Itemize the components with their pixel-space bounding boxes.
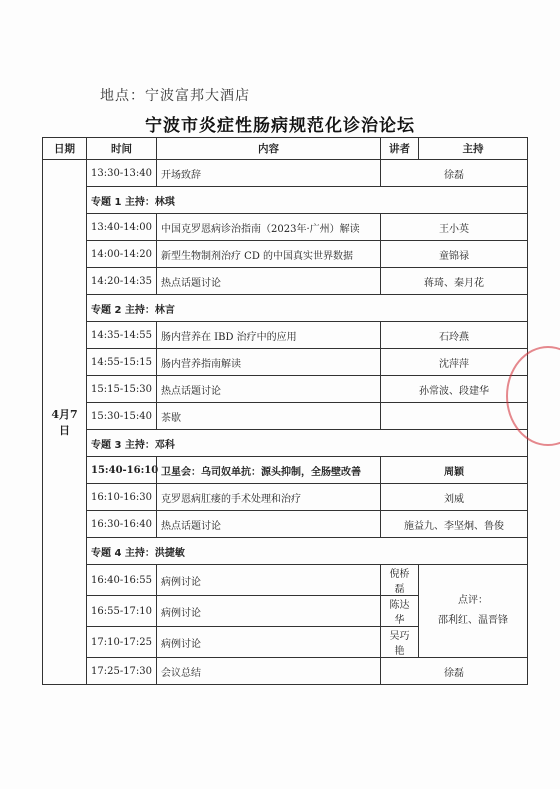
- col-speaker: 讲者: [381, 138, 419, 160]
- host-cell: 周颖: [381, 457, 528, 484]
- topic-cell: 中国克罗恩病诊治指南（2023年·广州）解读: [157, 214, 381, 241]
- topic-cell: 茶歇: [157, 403, 381, 430]
- col-time: 时间: [87, 138, 157, 160]
- session-row: [43, 538, 528, 565]
- time-cell: 14:55-15:15: [87, 349, 157, 376]
- table-row: [43, 658, 528, 685]
- topic-cell: 肠内营养在 IBD 治疗中的应用: [157, 322, 381, 349]
- time-cell: 15:40-16:10: [87, 457, 157, 484]
- host-cell: 王小英: [381, 214, 528, 241]
- table-row: [43, 565, 528, 596]
- time-cell: 16:10-16:30: [87, 484, 157, 511]
- host-cell: 徐磊: [381, 160, 528, 187]
- table-row: [43, 403, 528, 430]
- session-row: [43, 430, 528, 457]
- forum-title: 宁波市炎症性肠病规范化诊治论坛: [145, 116, 415, 136]
- topic-cell: 热点话题讨论: [157, 511, 381, 538]
- col-content: 内容: [157, 138, 381, 160]
- host-cell: 蒋琦、秦月花: [381, 268, 528, 295]
- session-heading: 专题 1 主持：林琪: [87, 187, 528, 214]
- host-cell: 施益九、李坚炯、鲁俊: [381, 511, 528, 538]
- time-cell: 14:35-14:55: [87, 322, 157, 349]
- time-cell: 17:25-17:30: [87, 658, 157, 685]
- topic-cell: 病例讨论: [157, 565, 381, 596]
- host-cell: 沈萍萍: [381, 349, 528, 376]
- host-cell: 童锦禄: [381, 241, 528, 268]
- host-cell: 石玲燕: [381, 322, 528, 349]
- speaker-cell: 吴巧艳: [381, 627, 419, 658]
- topic-cell: 卫星会：乌司奴单抗：源头抑制，全肠壁改善: [157, 457, 381, 484]
- table-row: [43, 268, 528, 295]
- session-heading: 专题 2 主持：林言: [87, 295, 528, 322]
- session-heading: 专题 3 主持：邓科: [87, 430, 528, 457]
- time-cell: 16:40-16:55: [87, 565, 157, 596]
- topic-cell: 克罗恩病肛瘘的手术处理和治疗: [157, 484, 381, 511]
- host-cell: 徐磊: [381, 658, 528, 685]
- speaker-cell: 陈达华: [381, 596, 419, 627]
- topic-cell: 开场致辞: [157, 160, 381, 187]
- time-cell: 13:30-13:40: [87, 160, 157, 187]
- topic-cell: 病例讨论: [157, 627, 381, 658]
- topic-cell: 新型生物制剂治疗 CD 的中国真实世界数据: [157, 241, 381, 268]
- table-row: [43, 376, 528, 403]
- col-host: 主持: [419, 138, 528, 160]
- table-row: [43, 349, 528, 376]
- table-row: [43, 511, 528, 538]
- date-cell: 4月7日: [43, 160, 87, 685]
- time-cell: 13:40-14:00: [87, 214, 157, 241]
- session-row: [43, 187, 528, 214]
- host-cell: 刘威: [381, 484, 528, 511]
- topic-cell: 会议总结: [157, 658, 381, 685]
- topic-cell: 病例讨论: [157, 596, 381, 627]
- time-cell: 15:15-15:30: [87, 376, 157, 403]
- comment-names: 邵利红、温晋锋: [438, 615, 508, 626]
- comment-label: 点评：: [458, 595, 488, 606]
- time-cell: 14:20-14:35: [87, 268, 157, 295]
- table-row: [43, 322, 528, 349]
- schedule-table: [42, 137, 528, 685]
- table-row: [43, 241, 528, 268]
- table-header-row: [43, 138, 528, 160]
- venue-line: 地点：宁波富邦大酒店: [100, 88, 250, 104]
- speaker-cell: 倪桥磊: [381, 565, 419, 596]
- topic-cell: 热点话题讨论: [157, 268, 381, 295]
- time-cell: 16:30-16:40: [87, 511, 157, 538]
- topic-cell: 热点话题讨论: [157, 376, 381, 403]
- topic-cell: 肠内营养指南解读: [157, 349, 381, 376]
- table-row: [43, 214, 528, 241]
- time-cell: 16:55-17:10: [87, 596, 157, 627]
- session-row: [43, 295, 528, 322]
- col-date: 日期: [43, 138, 87, 160]
- time-cell: 14:00-14:20: [87, 241, 157, 268]
- session-heading: 专题 4 主持：洪捷敏: [87, 538, 528, 565]
- host-cell: 孙常波、段建华: [381, 376, 528, 403]
- case-comment-cell: [419, 565, 528, 658]
- table-row: [43, 484, 528, 511]
- table-row: [43, 457, 528, 484]
- time-cell: 15:30-15:40: [87, 403, 157, 430]
- host-cell: [381, 403, 528, 430]
- table-row: [43, 160, 528, 187]
- time-cell: 17:10-17:25: [87, 627, 157, 658]
